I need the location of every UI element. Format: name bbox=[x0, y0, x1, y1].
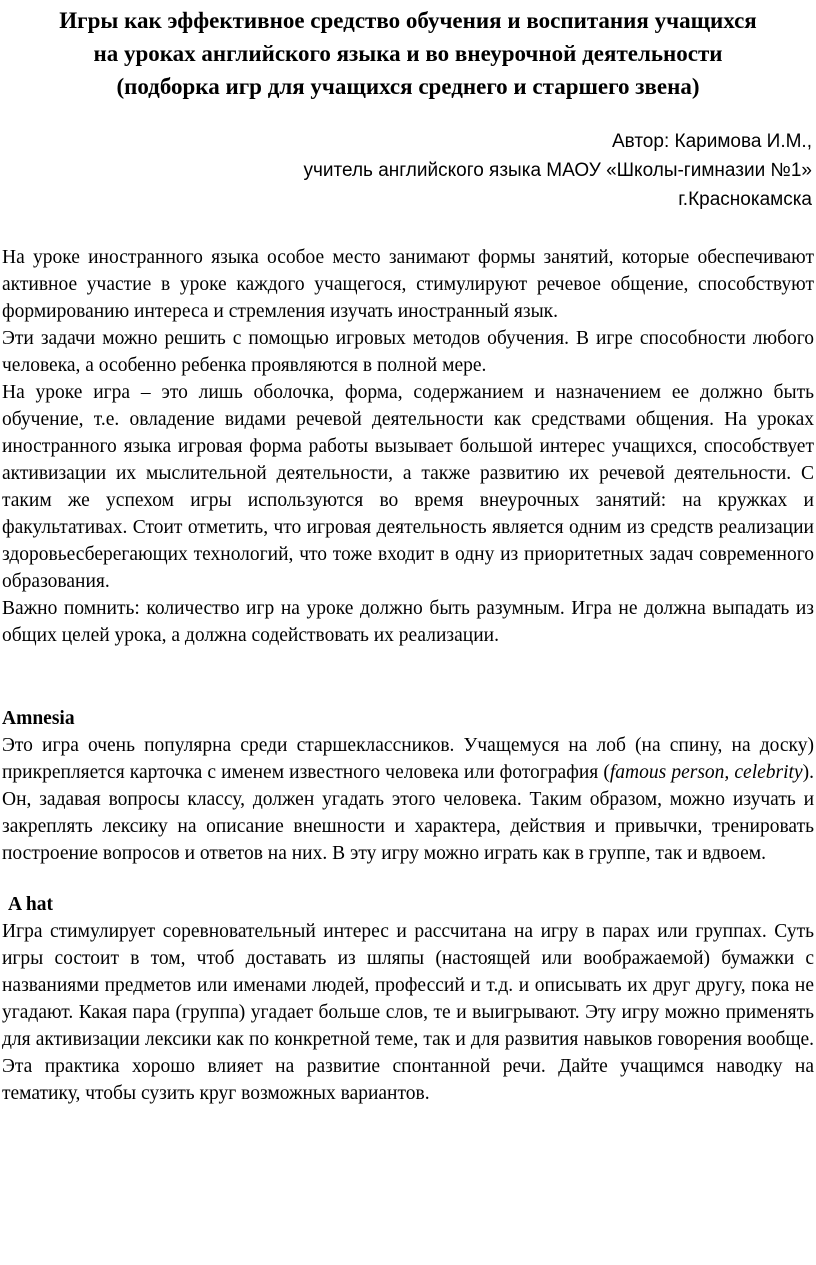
author-block bbox=[2, 127, 814, 214]
section-text-a-hat: Игра стимулирует соревновательный интерес и рассчитана на игру в парах или группах. Суть игры состоит в том, чтоб доставать из шляпы (настоящей или воображаемой) бумажки с названиями предметов или именами людей, профессий и т.д. и описывать их друг другу, пока не угадают. Какая пара (группа) угадает больше слов, те и выигрывают. Эту игру можно применять для активизации лексики как по конкретной теме, так и для развития навыков говорения вообще. Эта практика хорошо влияет на развитие спонтанной речи. Дайте учащимся наводку на тематику, чтобы сузить круг возможных вариантов. bbox=[2, 921, 814, 1104]
author-city: г.Краснокамска bbox=[678, 189, 812, 210]
title-line-3: (подборка игр для учащихся среднего и старшего звена) bbox=[116, 74, 700, 99]
section-heading-a-hat: A hat bbox=[8, 894, 53, 915]
document-title bbox=[2, 4, 814, 103]
intro-paragraph-3: На уроке игра – это лишь оболочка, форма, содержанием и назначением ее должно быть обучение, т.е. овладение видами речевой деятельности как средствами общения. На уроках иностранного языка игровая форма работы вызывает большой интерес учащихся, способствует активизации их мыслительной деятельности, а также развитию их речевой деятельности. С таким же успехом игры используются во время внеурочных занятий: на кружках и факультативах. Стоит отметить, что игровая деятельность является одним из средств реализации здоровьесберегающих технологий, что тоже входит в одну из приоритетных задач современного образования. bbox=[2, 382, 814, 592]
intro-paragraph-1: На уроке иностранного языка особое место занимают формы занятий, которые обеспечивают активное участие в уроке каждого учащегося, стимулируют речевое общение, способствуют формированию интереса и стремления изучать иностранный язык. bbox=[2, 247, 814, 322]
section-spacer bbox=[2, 649, 814, 705]
section-heading-amnesia: Amnesia bbox=[2, 708, 75, 729]
section-spacer bbox=[2, 867, 814, 891]
amnesia-text-after: ). Он, задавая вопросы классу, должен угадать этого человека. Таким образом, можно изучать и закреплять лексику на описание внешности и характера, действия и привычки, тренировать построение вопросов и ответов на них. В эту игру можно играть как в группе, так и вдвоем. bbox=[2, 762, 814, 864]
document-body bbox=[2, 244, 814, 1107]
intro-paragraph-4: Важно помнить: количество игр на уроке должно быть разумным. Игра не должна выпадать из общих целей урока, а должна содействовать их реализации. bbox=[2, 598, 814, 646]
title-line-2: на уроках английского языка и во внеурочной деятельности bbox=[93, 41, 723, 66]
amnesia-text-before: Это игра очень популярна среди старшеклассников. Учащемуся на лоб (на спину, на доску) прикрепляется карточка с именем известного человека или фотография ( bbox=[2, 735, 814, 783]
section-text-amnesia bbox=[2, 732, 814, 867]
amnesia-text-italic: famous person, celebrity bbox=[609, 762, 803, 783]
author-position: учитель английского языка МАОУ «Школы-гимназии №1» bbox=[303, 160, 812, 181]
title-line-1: Игры как эффективное средство обучения и воспитания учащихся bbox=[59, 8, 757, 33]
author-name: Автор: Каримова И.М., bbox=[611, 131, 812, 152]
intro-paragraph-2: Эти задачи можно решить с помощью игровых методов обучения. В игре способности любого человека, а особенно ребенка проявляются в полной мере. bbox=[2, 328, 814, 376]
